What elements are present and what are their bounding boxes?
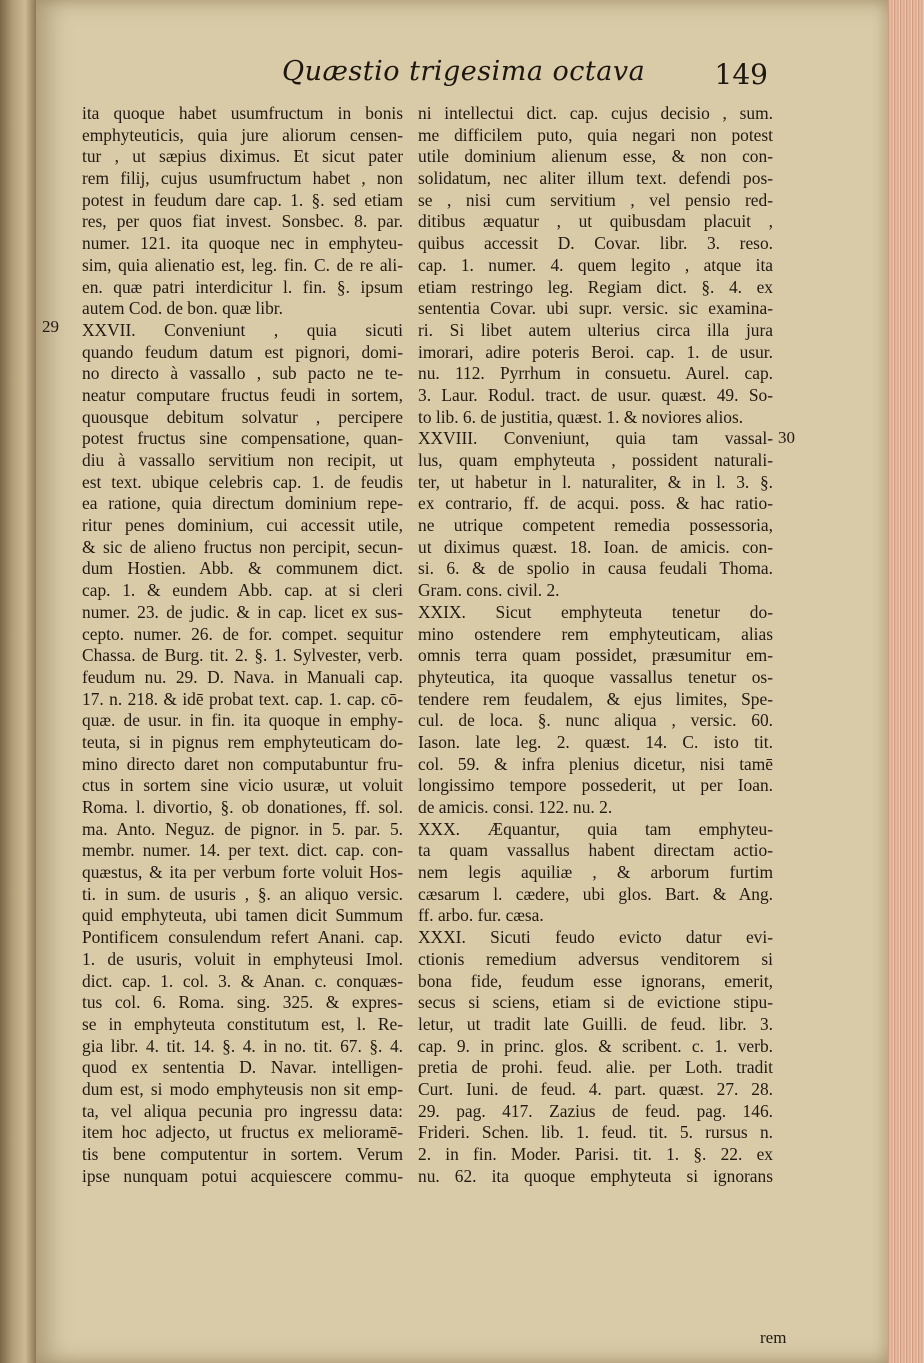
text-line: Gram. cons. civil. 2. [418, 580, 560, 601]
text-line: ex contrario, ff. de acqui. poss. & hac ratio- [418, 493, 773, 514]
text-line: col. 59. & infra plenius dicetur, nisi tamē [418, 753, 773, 774]
text-line: tis bene computentur in sortem. Verum [82, 1144, 403, 1164]
text-line: item hoc adjecto, ut fructus ex melioramē- [82, 1122, 403, 1143]
text-line: ut diximus quæst. 18. Ioan. de amicis. con- [418, 536, 773, 557]
left-column [82, 103, 403, 1187]
text-line: ne utrique competent remedia possessoria, [418, 515, 773, 536]
text-line: to lib. 6. de justitia, quæst. 1. & noviores alios. [418, 406, 744, 427]
text-line: tur , ut sæpius diximus. Et sicut pater [82, 146, 403, 167]
catchword: rem [760, 1328, 787, 1347]
text-line: ri. Si libet autem ulterius circa illa jura [418, 319, 773, 340]
text-line: omnis terra quam possidet, præsumitur em- [418, 645, 773, 666]
page-edges [888, 0, 924, 1363]
text-line: no directo à vassallo , sub pacto ne te- [82, 363, 403, 384]
margin-number-right: 30 [778, 428, 795, 447]
text-line: est text. ubique celebris cap. 1. de feudis [82, 471, 403, 492]
text-line: solidatum, nec aliter illum text. defendi pos- [418, 168, 773, 189]
text-line: dict. cap. 1. col. 3. & Anan. c. conquæs- [82, 970, 403, 991]
text-line: Chassa. de Burg. tit. 2. §. 1. Sylvester, verb. [82, 645, 403, 666]
text-line: imorari, adire poteris Beroi. cap. 1. de usur. [418, 341, 773, 362]
text-line: me difficilem puto, quia negari non potest [418, 124, 773, 145]
text-line: ctionis remedium adversus venditorem si [418, 948, 773, 969]
text-line: Frideri. Schen. lib. 1. feud. tit. 5. rursus n. [418, 1122, 773, 1143]
text-line: pretia de prohi. feud. alie. per Loth. tradit [418, 1057, 773, 1078]
text-line: quæ. de usur. in fin. ita quoque in emphy- [82, 710, 403, 731]
text-line: quando feudum datum est pignori, domi- [82, 341, 403, 362]
text-line: 29. pag. 417. Zazius de feud. pag. 146. [418, 1100, 773, 1121]
text-line: cul. de loca. §. nunc aliqua , versic. 60. [418, 710, 773, 731]
text-line: si. 6. & de spolio in causa feudali Thoma. [418, 558, 773, 579]
text-line: 17. n. 218. & idē probat text. cap. 1. cap. cō- [82, 688, 403, 709]
text-line: teuta, si in pignus rem emphyteuticam do- [82, 731, 403, 752]
previous-page-edge [0, 0, 36, 1363]
text-line: Roma. l. divortio, §. ob donationes, ff. sol. [82, 797, 403, 817]
text-line: ff. arbo. fur. cæsa. [418, 905, 544, 926]
text-line: potest fructus sine compensatione, quan- [82, 428, 403, 449]
text-line: ea ratione, quia directum dominium repe- [82, 493, 403, 514]
text-line: 1. de usuris, voluit in emphyteusi Imol. [82, 948, 403, 969]
text-line: ita quoque habet usumfructum in bonis [82, 103, 403, 123]
text-line: quod ex sententia D. Navar. intelligen- [82, 1057, 403, 1078]
text-line: utile dominium alienum esse, & non con- [418, 146, 773, 167]
text-line: tendere rem feudalem, & ejus limites, Spe- [418, 688, 773, 709]
text-line: Pontificem consulendum refert Anani. cap. [82, 927, 403, 948]
text-line: cepto. numer. 26. de for. compet. sequitur [82, 623, 403, 644]
text-line: res, per quos fiat invest. Sonsbec. 8. par. [82, 211, 403, 232]
text-line: numer. 121. ita quoque nec in emphyteu- [82, 233, 403, 254]
text-line: quibus accessit D. Covar. libr. 3. reso. [418, 233, 773, 254]
text-line: etiam restringo leg. Regiam dict. §. 4. ex [418, 276, 773, 297]
text-line: ter, ut habetur in l. naturaliter, & in l. 3. §. [418, 471, 773, 492]
text-line: ma. Anto. Neguz. de pignor. in 5. par. 5. [82, 818, 403, 839]
text-line: nu. 62. ita quoque emphyteuta si ignorans [418, 1165, 773, 1186]
text-line: quousque debitum solvatur , percipere [82, 406, 403, 427]
text-line: 2. in fin. Moder. Parisi. tit. 1. §. 22. ex [418, 1144, 773, 1164]
text-line: 3. Laur. Rodul. tract. de usur. quæst. 49. So- [418, 384, 773, 405]
text-line: tus col. 6. Roma. sing. 325. & expres- [82, 992, 403, 1013]
text-line: Iason. late leg. 2. quæst. 14. C. isto tit. [418, 731, 773, 752]
text-line: gia libr. 4. tit. 14. §. 4. in no. tit. 67. §. 4. [82, 1035, 403, 1056]
right-column [418, 103, 773, 1187]
text-line: membr. numer. 14. per text. dict. cap. con- [82, 840, 403, 861]
text-line: emphyteuticis, quia jure aliorum censen- [82, 124, 403, 145]
running-head [248, 48, 768, 98]
text-line: nu. 112. Pyrrhum in consuetu. Aurel. cap. [418, 363, 773, 384]
text-line: lus, quam emphyteuta , possident naturali- [418, 450, 773, 470]
text-line: ti. in sum. de usuris , §. an aliquo versic. [82, 883, 403, 904]
text-line: se , nisi cum servitium , vel pensio red- [418, 189, 773, 210]
text-line: cap. 1. & eundem Abb. cap. at si cleri [82, 580, 403, 601]
text-line: neatur computare fructus feudi in sortem, [82, 384, 403, 405]
text-line: ritur penes dominium, cui accessit utile, [82, 515, 403, 536]
text-line: ni intellectui dict. cap. cujus decisio , sum. [418, 103, 773, 123]
text-line: & sic de alieno fructus non percipit, secun- [82, 536, 403, 557]
text-line: potest in feudum dare cap. 1. §. sed etiam [82, 189, 403, 210]
text-line: XXXI. Sicuti feudo evicto datur evi- [418, 927, 773, 948]
text-line: ditibus æquatur , ut quibusdam placuit , [418, 211, 773, 232]
text-line: dum Hostien. Abb. & communem dict. [82, 558, 403, 579]
text-line: en. quæ patri interdicitur l. fin. §. ipsum [82, 276, 403, 297]
text-line: quæstus, & ita per verbum forte voluit Hos- [82, 862, 403, 883]
text-line: ipse nunquam potui acquiescere commu- [82, 1165, 403, 1186]
text-line: numer. 23. de judic. & in cap. licet ex sus- [82, 601, 403, 622]
text-line: se in emphyteuta constitutum est, l. Re- [82, 1013, 403, 1034]
text-line: cap. 9. in princ. glos. & scribent. c. 1. verb. [418, 1035, 773, 1056]
margin-number-left: 29 [42, 317, 59, 336]
text-line: bona fide, feudum esse ignorans, emerit, [418, 970, 773, 991]
text-line: quid emphyteuta, ubi tamen dicit Summum [82, 905, 403, 926]
text-line: autem Cod. de bon. quæ libr. [82, 298, 283, 319]
text-line: diu à vassallo servitium non recipit, ut [82, 450, 403, 470]
text-line: ta, vel aliqua pecunia pro ingressu data: [82, 1100, 403, 1121]
text-line: mino directo daret non computabuntur fru- [82, 753, 403, 774]
text-line: ta quam vassallus habent directam actio- [418, 840, 773, 861]
text-line: XXVIII. Conveniunt, quia tam vassal- [418, 428, 773, 449]
text-line: dum est, si modo emphyteusis non sit emp- [82, 1078, 403, 1099]
text-line: sim, quia alienatio est, leg. fin. C. de re ali- [82, 254, 403, 275]
text-line: rem filij, cujus usumfructum habet , non [82, 168, 403, 189]
page-number: 149 [714, 58, 768, 91]
text-line: ctus in sortem sine vicio usuræ, ut voluit [82, 775, 403, 796]
text-line: letur, ut tradit late Guilli. de feud. libr. 3. [418, 1013, 773, 1034]
text-line: mino ostendere rem emphyteuticam, alias [418, 623, 773, 644]
text-line: de amicis. consi. 122. nu. 2. [418, 797, 613, 817]
page-title: Quæstio trigesima octava [282, 56, 646, 87]
text-line: cap. 1. numer. 4. quem legito , atque ita [418, 254, 773, 275]
text-line: secus si sciens, etiam si de evictione stipu- [418, 992, 773, 1013]
text-line: feudum nu. 29. D. Nava. in Manuali cap. [82, 666, 403, 687]
text-line: sententia Covar. ubi supr. versic. sic examina- [418, 298, 773, 319]
text-line: Curt. Iuni. de feud. 4. part. quæst. 27. 28. [418, 1078, 773, 1099]
text-line: phyteutica, ita quoque vassallus tenetur os- [418, 666, 773, 687]
text-line: longissimo tempore possederit, ut per Ioan. [418, 775, 773, 796]
text-line: nem legis aquiliæ , & arborum furtim [418, 862, 773, 883]
text-line: XXX. Æquantur, quia tam emphyteu- [418, 818, 773, 839]
text-line: XXIX. Sicut emphyteuta tenetur do- [418, 601, 773, 622]
text-line: XXVII. Conveniunt , quia sicuti [82, 319, 403, 340]
text-line: cæsarum l. cædere, ubi glos. Bart. & Ang. [418, 883, 773, 904]
